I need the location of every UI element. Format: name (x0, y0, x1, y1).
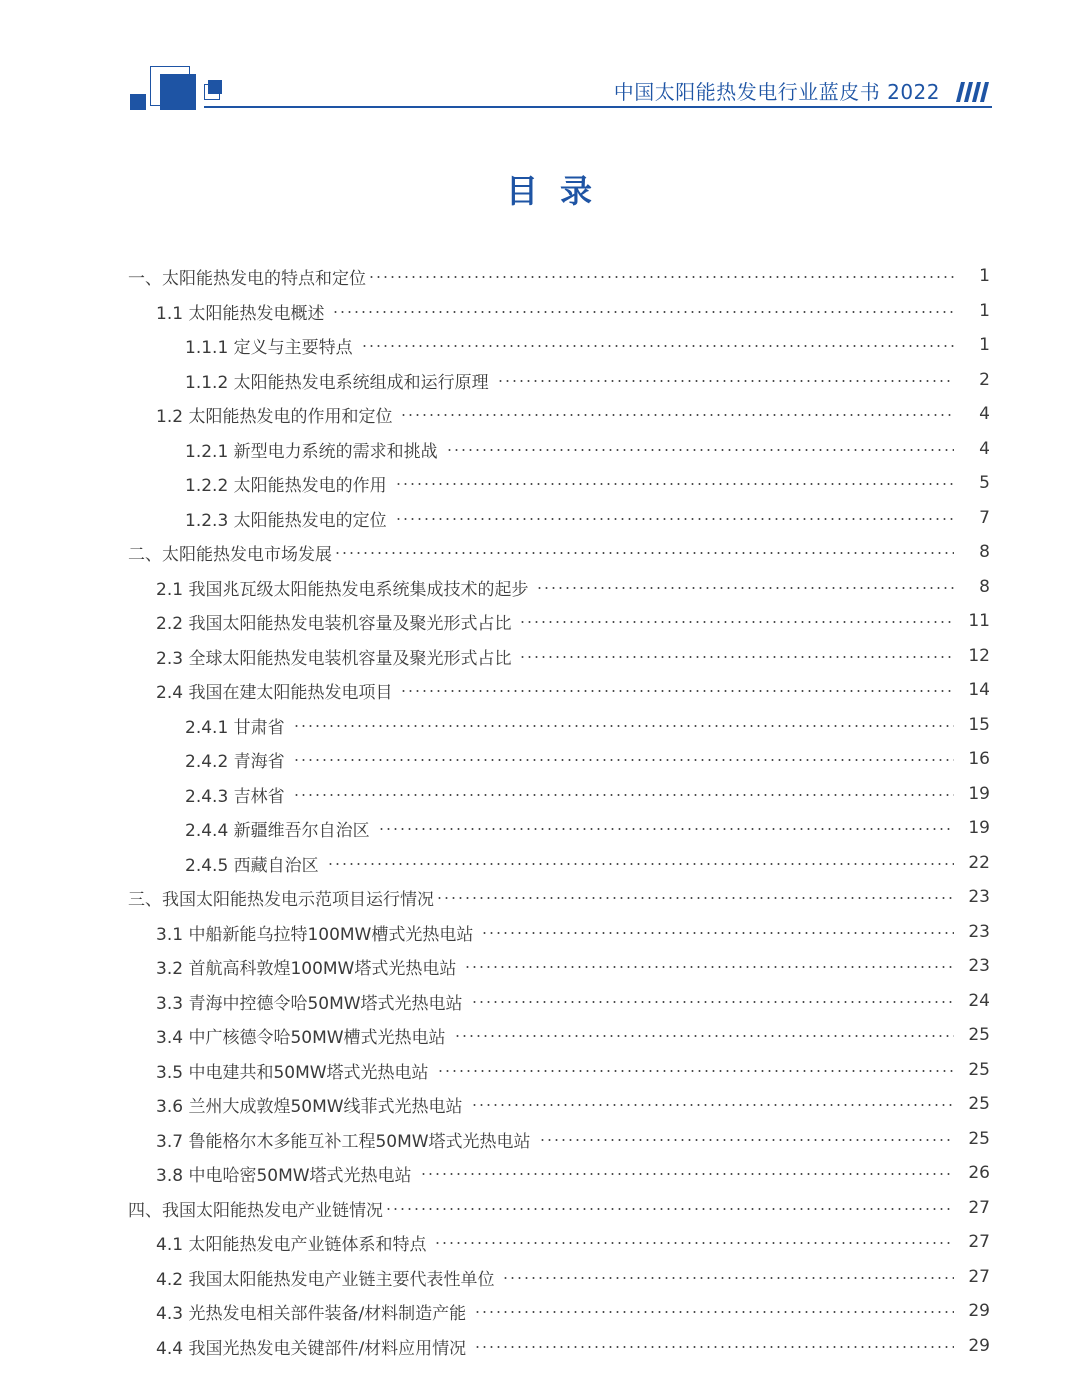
toc-entry[interactable] (156, 917, 990, 947)
toc-entry-label: 2.4 我国在建太阳能热发电项目 (156, 682, 393, 703)
toc-leader-dots (481, 932, 954, 934)
toc-entry[interactable] (185, 710, 990, 740)
toc-entry[interactable] (185, 365, 990, 395)
toc-entry-page: 25 (968, 1025, 990, 1045)
toc-entry-page: 19 (968, 818, 990, 838)
toc-entry-label: 3.7 鲁能格尔木多能互补工程50MW塔式光热电站 (156, 1131, 531, 1152)
toc-entry-page: 29 (968, 1336, 990, 1356)
toc-entry-page: 1 (979, 301, 990, 321)
toc-entry-label: 1.2 太阳能热发电的作用和定位 (156, 406, 393, 427)
toc-entry-page: 19 (968, 784, 990, 804)
toc-entry-label: 3.8 中电哈密50MW塔式光热电站 (156, 1165, 412, 1186)
toc-entry-page: 22 (968, 853, 990, 873)
toc-entry[interactable] (156, 1124, 990, 1154)
toc-entry[interactable] (156, 1227, 990, 1257)
toc-entry-label: 2.4.4 新疆维吾尔自治区 (185, 820, 370, 841)
logo-square-tiny (208, 80, 222, 94)
toc-entry-label: 2.4.3 吉林省 (185, 786, 285, 807)
toc-leader-dots (332, 311, 954, 313)
toc-entry-label: 4.2 我国太阳能热发电产业链主要代表性单位 (156, 1269, 495, 1290)
toc-leader-dots (519, 656, 954, 658)
toc-leader-dots (327, 863, 954, 865)
toc-entry-page: 1 (979, 266, 990, 286)
toc-entry[interactable] (156, 1089, 990, 1119)
toc-entry[interactable] (156, 296, 990, 326)
header-divider (204, 106, 992, 108)
toc-entry-page: 8 (979, 542, 990, 562)
toc-entry-page: 1 (979, 335, 990, 355)
toc-entry-page: 8 (979, 577, 990, 597)
toc-entry[interactable] (156, 1296, 990, 1326)
toc-entry-label: 3.3 青海中控德令哈50MW塔式光热电站 (156, 993, 463, 1014)
toc-entry-label: 2.4.2 青海省 (185, 751, 285, 772)
toc-leader-dots (395, 518, 954, 520)
toc-leader-dots (539, 1139, 954, 1141)
toc-entry-page: 14 (968, 680, 990, 700)
toc-entry-label: 2.4.5 西藏自治区 (185, 855, 319, 876)
toc-entry[interactable] (128, 1193, 990, 1223)
toc-entry-label: 4.3 光热发电相关部件装备/材料制造产能 (156, 1303, 467, 1324)
toc-entry[interactable] (185, 779, 990, 809)
toc-entry[interactable] (185, 434, 990, 464)
toc-entry[interactable] (156, 1158, 990, 1188)
toc-entry-page: 23 (968, 887, 990, 907)
toc-entry-page: 23 (968, 922, 990, 942)
toc-leader-dots (293, 725, 954, 727)
toc-leader-dots (519, 621, 954, 623)
toc-leader-dots (334, 552, 954, 554)
toc-entry[interactable] (185, 813, 990, 843)
toc-leader-dots (471, 1001, 954, 1003)
toc-entry-page: 5 (979, 473, 990, 493)
toc-entry-page: 4 (979, 439, 990, 459)
toc-entry-page: 25 (968, 1129, 990, 1149)
toc-entry-page: 2 (979, 370, 990, 390)
toc-entry-page: 25 (968, 1060, 990, 1080)
toc-entry[interactable] (128, 261, 990, 291)
toc-entry-page: 11 (968, 611, 990, 631)
toc-entry-page: 29 (968, 1301, 990, 1321)
toc-leader-dots (368, 276, 954, 278)
toc-leader-dots (436, 897, 954, 899)
toc-entry-page: 16 (968, 749, 990, 769)
toc-leader-dots (502, 1277, 954, 1279)
slash-decoration-icon (955, 80, 991, 104)
toc-leader-dots (293, 759, 954, 761)
toc-leader-dots (293, 794, 954, 796)
toc-entry[interactable] (156, 951, 990, 981)
toc-leader-dots (434, 1242, 954, 1244)
toc-entry-label: 3.2 首航高科敦煌100MW塔式光热电站 (156, 958, 457, 979)
toc-entry-label: 4.4 我国光热发电关键部件/材料应用情况 (156, 1338, 467, 1359)
toc-entry[interactable] (185, 503, 990, 533)
logo-square-large (160, 74, 196, 110)
toc-entry[interactable] (185, 330, 990, 360)
toc-entry-label: 3.1 中船新能乌拉特100MW槽式光热电站 (156, 924, 474, 945)
toc-entry-label: 1.2.3 太阳能热发电的定位 (185, 510, 387, 531)
toc-entry-label: 2.4.1 甘肃省 (185, 717, 285, 738)
toc-entry-label: 1.2.2 太阳能热发电的作用 (185, 475, 387, 496)
toc-leader-dots (474, 1311, 954, 1313)
toc-entry[interactable] (185, 468, 990, 498)
toc-leader-dots (536, 587, 954, 589)
toc-entry[interactable] (156, 641, 990, 671)
toc-entry-label: 2.2 我国太阳能热发电装机容量及聚光形式占比 (156, 613, 512, 634)
toc-leader-dots (464, 966, 954, 968)
toc-entry-label: 2.1 我国兆瓦级太阳能热发电系统集成技术的起步 (156, 579, 529, 600)
toc-entry[interactable] (156, 1331, 990, 1361)
toc-leader-dots (437, 1070, 954, 1072)
toc-entry[interactable] (156, 986, 990, 1016)
toc-leader-dots (497, 380, 954, 382)
toc-entry-label: 1.1.1 定义与主要特点 (185, 337, 353, 358)
toc-entry-label: 3.6 兰州大成敦煌50MW线菲式光热电站 (156, 1096, 463, 1117)
toc-entry[interactable] (128, 537, 990, 567)
toc-entry[interactable] (156, 1262, 990, 1292)
toc-entry-label: 3.5 中电建共和50MW塔式光热电站 (156, 1062, 429, 1083)
toc-entry-label: 4.1 太阳能热发电产业链体系和特点 (156, 1234, 427, 1255)
toc-leader-dots (420, 1173, 954, 1175)
toc-entry[interactable] (156, 399, 990, 429)
toc-leader-dots (395, 483, 954, 485)
toc-leader-dots (361, 345, 954, 347)
toc-entry[interactable] (156, 675, 990, 705)
toc-entry-label: 四、我国太阳能热发电产业链情况 (128, 1200, 383, 1221)
page-header (0, 0, 1080, 120)
toc-leader-dots (474, 1346, 954, 1348)
toc-entry[interactable] (156, 606, 990, 636)
toc-entry-label: 三、我国太阳能热发电示范项目运行情况 (128, 889, 434, 910)
toc-entry-page: 4 (979, 404, 990, 424)
logo-square-small (130, 94, 146, 110)
toc-entry-label: 1.1.2 太阳能热发电系统组成和运行原理 (185, 372, 489, 393)
toc-entry-label: 3.4 中广核德令哈50MW槽式光热电站 (156, 1027, 446, 1048)
toc-leader-dots (400, 690, 954, 692)
toc-entry-page: 26 (968, 1163, 990, 1183)
book-title: 中国太阳能热发电行业蓝皮书 2022 (613, 80, 940, 104)
toc-entry-page: 15 (968, 715, 990, 735)
toc-entry-page: 7 (979, 508, 990, 528)
toc-entry-page: 12 (968, 646, 990, 666)
toc-entry-page: 25 (968, 1094, 990, 1114)
toc-leader-dots (454, 1035, 954, 1037)
toc-entry-label: 2.3 全球太阳能热发电装机容量及聚光形式占比 (156, 648, 512, 669)
toc-entry-page: 24 (968, 991, 990, 1011)
toc-entry-label: 二、太阳能热发电市场发展 (128, 544, 332, 565)
toc-entry-page: 27 (968, 1232, 990, 1252)
toc-entry[interactable] (185, 744, 990, 774)
toc-leader-dots (471, 1104, 954, 1106)
toc-entry[interactable] (156, 1055, 990, 1085)
toc-entry[interactable] (128, 882, 990, 912)
toc-entry-label: 一、太阳能热发电的特点和定位 (128, 268, 366, 289)
toc-entry[interactable] (156, 1020, 990, 1050)
toc-leader-dots (400, 414, 954, 416)
toc-entry-page: 27 (968, 1267, 990, 1287)
page-title: 目录 (505, 172, 614, 210)
toc-entry-page: 27 (968, 1198, 990, 1218)
toc-entry-page: 23 (968, 956, 990, 976)
toc-entry[interactable] (156, 572, 990, 602)
toc-leader-dots (385, 1208, 954, 1210)
toc-entry-label: 1.1 太阳能热发电概述 (156, 303, 325, 324)
toc-leader-dots (378, 828, 954, 830)
toc-leader-dots (446, 449, 954, 451)
toc-entry-label: 1.2.1 新型电力系统的需求和挑战 (185, 441, 438, 462)
toc-entry[interactable] (185, 848, 990, 878)
